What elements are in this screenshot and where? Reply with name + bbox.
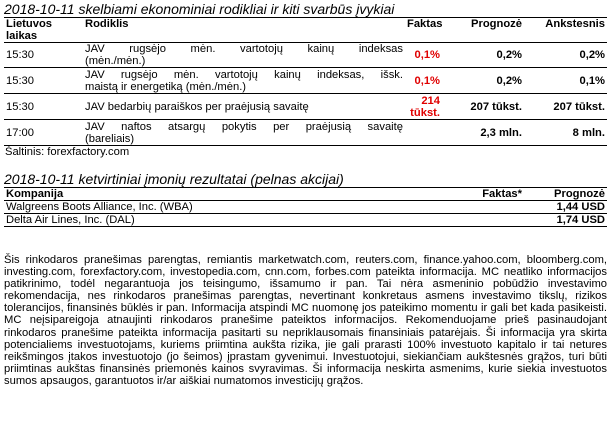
source-note: Šaltinis: forexfactory.com: [5, 146, 130, 158]
earnings-forecast: 1,44 USD: [556, 201, 605, 213]
header-time: Lietuvos laikas: [6, 18, 53, 42]
earnings-forecast: 1,74 USD: [556, 214, 605, 226]
indicator-description-line2: (mėn./mėn.): [85, 55, 146, 67]
indicator-description-line1: JAV naftos atsargų pokytis per praėjusią savaitę: [85, 120, 403, 133]
earnings-actual: [405, 214, 524, 227]
earnings-row: [4, 201, 607, 214]
indicator-actual-line1: 214: [421, 94, 440, 107]
indicator-description: JAV bedarbių paraiškos per praėjusią savaitę: [85, 100, 309, 113]
indicator-actual: 0,1%: [414, 74, 440, 87]
indicator-previous: 8 mln.: [572, 126, 605, 139]
earnings-table: [4, 188, 607, 227]
header-previous: Ankstesnis: [545, 18, 605, 30]
company-name: Delta Air Lines, Inc. (DAL): [6, 214, 135, 226]
indicators-header-row: [4, 18, 607, 43]
indicator-actual: [405, 94, 442, 120]
indicators-table: [4, 18, 607, 146]
earnings-actual: [405, 201, 524, 214]
indicator-description: [83, 68, 405, 94]
indicator-time: 15:30: [6, 49, 34, 61]
indicator-actual: [405, 120, 442, 146]
indicator-row: [4, 68, 607, 94]
indicator-description-line1: JAV rugsėjo mėn. vartotojų kainų indeksas: [85, 43, 403, 55]
header-earnings-forecast: Prognozė: [554, 188, 605, 200]
indicator-time: 15:30: [6, 100, 34, 113]
indicators-title: 2018-10-11 skelbiami ekonominiai rodikliai ir kiti svarbūs įvykiai: [4, 0, 607, 18]
indicator-description: [83, 43, 405, 68]
earnings-row: [4, 214, 607, 227]
indicator-forecast: 2,3 mln.: [480, 126, 522, 139]
earnings-title: 2018-10-11 ketvirtiniai įmonių rezultatai (pelnas akcijai): [4, 170, 607, 188]
indicator-row: [4, 94, 607, 120]
indicator-actual: 0,1%: [414, 49, 440, 61]
header-forecast: Prognozė: [471, 18, 522, 30]
indicator-previous: 207 tūkst.: [553, 100, 605, 113]
disclaimer-text: Šis rinkodaros pranešimas parengtas, remiantis marketwatch.com, reuters.com, finance.yahoo.com, bloomberg.com, investing.com, forexfactory.com, investopedia.com, cnn.com, forbes.com pateikta informacija. MC neatliko informacijos patikrinimo, todėl negarantuoja jos teisingumo, išsamumo ir pan. Tai nėra asmeninio pobūdžio investavimo rekomendacija, nes rinkodaros pranešimas parengtas, nevertinant konkretaus asmens investavimo tikslų, rizikos tolerancijos, finansinės būklės ir pan. Informacija atspindi MC nuomonę jos pateikimo momentu ir gali bet kada pasikeisti. MC neįsipareigoja atnaujinti rinkodaros pranešime pateiktos informacijos. Rekomenduojame prieš pasinaudojant rinkodaros pranešime pateikta informacija pasitarti su nepriklausomais finansiniais patarėjais. Ši informacija yra skirta potencialiems investuotojams, kuriems priimtina aukšta rizika, jie gali prarasti 100% investuoto kapitalo ir tai netures reikšmingos įtakos investuotojo (jo šeimos) įprastam gyvenimui. Investuotojui, siekiančiam aukštesnės grąžos, turi būti priimtinas aukštas finansinės priemonės kainos svyravimas. Ši informacija neskirta asmenims, kurie siekia investuotos sumos apsaugos, garantuotos ir/ar aiškiai numatomos investicijų grąžos.: [4, 254, 607, 387]
indicator-row: [4, 120, 607, 146]
indicator-row: [4, 43, 607, 68]
header-actual: Faktas: [407, 18, 443, 30]
indicator-forecast: 207 tūkst.: [470, 100, 522, 113]
indicator-description: [83, 120, 405, 146]
indicator-description-line2: (bareliais): [85, 132, 135, 145]
header-earnings-actual: Faktas*: [482, 188, 522, 200]
earnings-header-row: [4, 188, 607, 201]
indicator-previous: 0,2%: [579, 49, 605, 61]
indicator-description-line1: JAV rugsėjo mėn. vartotojų kainų indeksas, išsk.: [85, 68, 403, 81]
indicator-time: 17:00: [6, 126, 34, 139]
indicator-description-line2: maistą ir energetiką (mėn./mėn.): [85, 80, 247, 93]
company-name: Walgreens Boots Alliance, Inc. (WBA): [6, 201, 193, 213]
indicator-forecast: 0,2%: [496, 49, 522, 61]
indicator-previous: 0,1%: [579, 74, 605, 87]
indicator-forecast: 0,2%: [496, 74, 522, 87]
header-indicator: Rodiklis: [85, 18, 129, 30]
indicator-time: 15:30: [6, 74, 34, 87]
header-company: Kompanija: [6, 188, 64, 200]
indicator-actual-line2: tūkst.: [410, 106, 440, 119]
